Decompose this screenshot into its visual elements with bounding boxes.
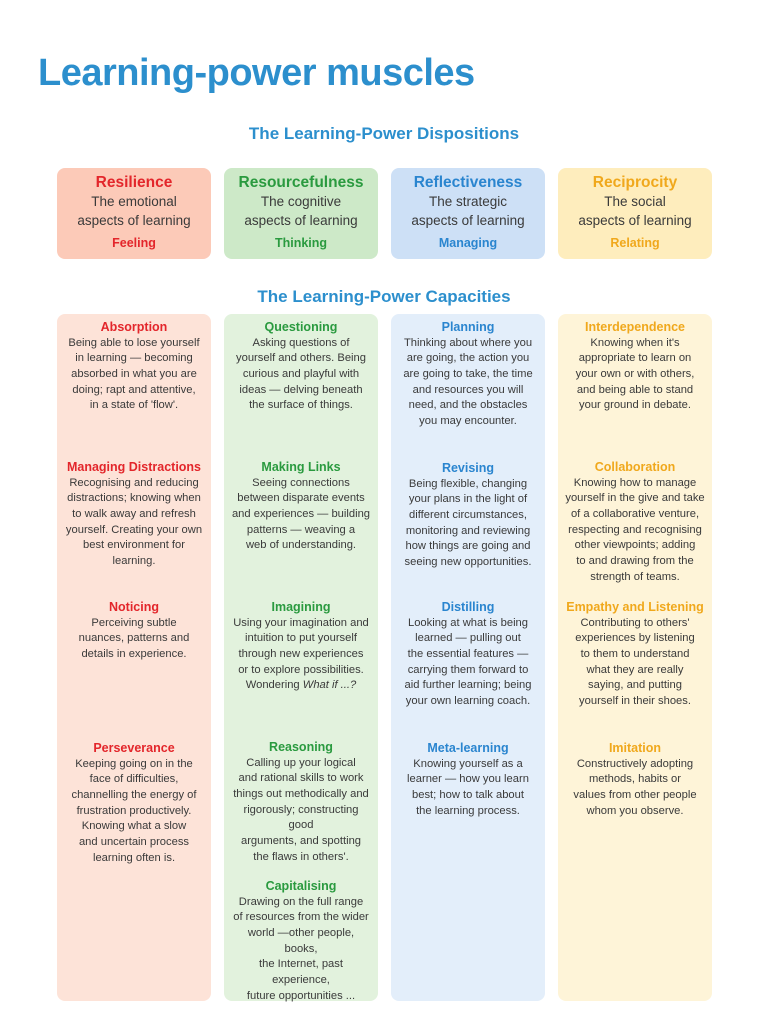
capacity-name: Reasoning — [269, 740, 333, 754]
disposition-card-resilience — [57, 168, 211, 259]
capacity-empathy-and-listening — [558, 600, 712, 710]
dispositions-heading: The Learning-Power Dispositions — [248, 124, 520, 143]
capacity-desc: Drawing on the full range of resources from the wider world —other people, books, the Internet, past experience, future opportunities ... — [233, 895, 369, 1002]
disposition-desc: The emotional — [91, 194, 177, 209]
capacity-revising — [391, 461, 545, 571]
disposition-name: Reflectiveness — [413, 174, 523, 191]
capacity-desc: Asking questions of yourself and others. Being curious and playful with ideas — delving beneath the surface of things. — [236, 336, 366, 412]
capacity-perseverance — [57, 741, 211, 866]
page-title: Learning-power muscles — [38, 52, 475, 94]
disposition-desc: The social — [604, 194, 666, 209]
capacity-name: Questioning — [264, 320, 338, 334]
disposition-card-reflectiveness — [391, 168, 545, 259]
capacity-desc: Thinking about where you are going, the action you are going to take, the time and resources you will need, and the obstacles you may encounter. — [403, 336, 533, 428]
capacity-reasoning — [224, 740, 378, 865]
capacity-planning — [391, 320, 545, 430]
disposition-desc: The cognitive — [260, 194, 342, 209]
capacity-capitalising — [224, 879, 378, 1004]
capacity-desc: Seeing connections between disparate events and experiences — building patterns — weaving a web of understanding. — [231, 476, 371, 552]
capacity-desc: Knowing when it's appropriate to learn on your own or with others, and being able to stand your ground in debate. — [575, 336, 695, 412]
capacity-desc: Constructively adopting methods, habits or values from other people whom you observe. — [573, 757, 697, 817]
capacities-column-reciprocity — [558, 314, 712, 1001]
capacity-imitation — [558, 741, 712, 819]
disposition-desc: aspects of learning — [244, 213, 358, 228]
capacity-name: Meta-learning — [427, 741, 509, 755]
capacity-distilling — [391, 600, 545, 710]
capacity-desc: Contributing to others' experiences by listening to them to understand what they are really saying, and putting yourself in their shoes. — [575, 616, 695, 708]
capacity-name: Making Links — [261, 460, 341, 474]
capacities-column-resourcefulness — [224, 314, 378, 1001]
capacity-absorption — [57, 320, 211, 414]
capacity-interdependence — [558, 320, 712, 414]
capacity-making-links — [224, 460, 378, 554]
capacity-desc: Recognising and reducing distractions; knowing when to walk away and refresh yourself. Creating your own best environment for learning. — [65, 476, 203, 568]
capacity-name: Revising — [441, 461, 495, 475]
capacities-column-reflectiveness — [391, 314, 545, 1001]
capacity-desc: Calling up your logical and rational skills to work things out methodically and rigorously; constructing good arguments, and spotting the flaws in others'. — [233, 756, 369, 863]
capacity-name: Managing Distractions — [66, 460, 202, 474]
disposition-tag: Thinking — [274, 236, 328, 250]
disposition-tag: Relating — [610, 236, 660, 250]
capacity-name: Empathy and Listening — [566, 600, 704, 614]
capacity-name: Collaboration — [594, 460, 676, 474]
capacity-name: Absorption — [100, 320, 168, 334]
capacity-name: Planning — [441, 320, 495, 334]
capacity-name: Imagining — [271, 600, 331, 614]
disposition-name: Resourcefulness — [238, 174, 364, 191]
capacity-meta-learning — [391, 741, 545, 819]
capacity-desc: Being able to lose yourself in learning — becoming absorbed in what you are doing; rapt and attentive, in a state of 'flow'. — [68, 336, 200, 412]
capacity-name: Noticing — [109, 600, 159, 614]
disposition-desc: The strategic — [428, 194, 508, 209]
capacity-questioning — [224, 320, 378, 414]
capacity-name: Capitalising — [265, 879, 337, 893]
capacity-desc: Looking at what is being learned — pulling out the essential features — carrying them forward to aid further learning; being your own learning coach. — [404, 616, 532, 708]
disposition-card-resourcefulness — [224, 168, 378, 259]
capacity-collaboration — [558, 460, 712, 585]
disposition-tag: Managing — [438, 236, 498, 250]
disposition-name: Reciprocity — [592, 174, 678, 191]
disposition-desc: aspects of learning — [77, 213, 191, 228]
capacity-desc: Perceiving subtle nuances, patterns and details in experience. — [78, 616, 190, 660]
capacity-desc: Knowing yourself as a learner — how you learn best; how to talk about the learning process. — [407, 757, 529, 817]
capacity-name: Distilling — [441, 600, 495, 614]
capacity-name: Interdependence — [584, 320, 686, 334]
capacity-noticing — [57, 600, 211, 663]
disposition-tag: Feeling — [112, 236, 156, 250]
capacity-desc: Knowing how to manage yourself in the give and take of a collaborative venture, respecting and recognising other viewpoints; adding to and drawing from the strength of teams. — [565, 476, 705, 583]
disposition-name: Resilience — [95, 174, 173, 191]
capacities-column-resilience — [57, 314, 211, 1001]
capacity-imagining — [224, 600, 378, 694]
disposition-desc: aspects of learning — [411, 213, 525, 228]
capacities-heading: The Learning-Power Capacities — [257, 287, 511, 306]
disposition-desc: aspects of learning — [578, 213, 692, 228]
disposition-card-reciprocity — [558, 168, 712, 259]
capacity-name: Perseverance — [93, 741, 175, 755]
capacity-desc: Keeping going on in the face of difficulties, channelling the energy of frustration productively. Knowing what a slow and uncertain process learning often is. — [71, 757, 197, 864]
capacity-desc: Being flexible, changing your plans in the light of different circumstances, monitoring and reviewing how things are going and seeing new opportunities. — [404, 477, 532, 569]
capacity-desc: Using your imagination and intuition to put yourself through new experiences or to explore possibilities. Wondering What if ...? — [233, 616, 369, 692]
capacity-name: Imitation — [608, 741, 662, 755]
capacity-managing-distractions — [57, 460, 211, 570]
